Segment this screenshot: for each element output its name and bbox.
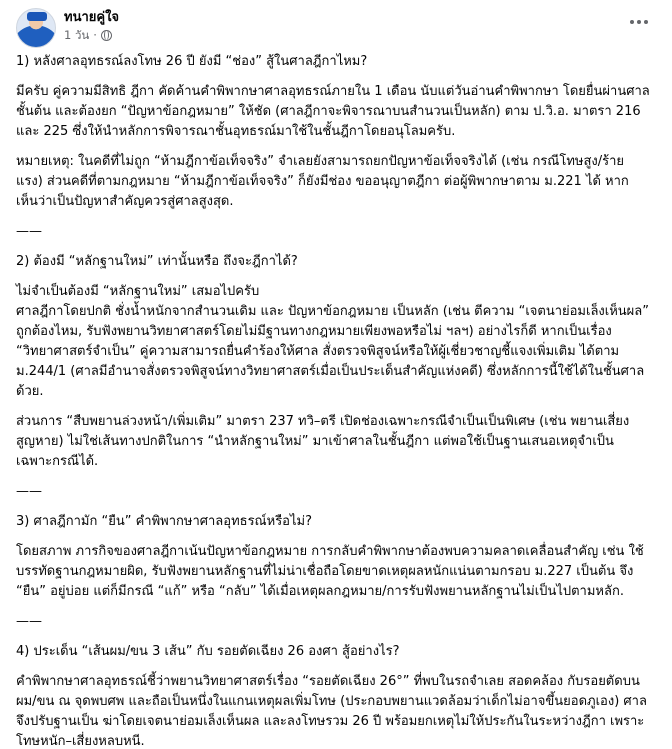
section-divider: —— [16, 224, 42, 239]
paragraph: หมายเหตุ: ในคดีที่ไม่ถูก “ห้ามฎีกาข้อเท็จจริง” จำเลยยังสามารถยกปัญหาข้อเท็จจริงได้ (เช่น กรณีโทษสูง/ร้ายแรง) ส่วนคดีที่ตามกฎหมาย “ห้ามฎีกาข้อเท็จจริง” ก็ยังมีช่อง ขออนุญาตฎีกา ต่อผู้พิพากษาตาม ม.221 ได้ หากเห็นว่าเป็นปัญหาสำคัญควรสู่ศาลสูงสุด. [16, 154, 629, 209]
more-dot-icon [637, 20, 641, 24]
author-name[interactable]: ทนายคู่ใจ [64, 10, 120, 25]
question-heading: 2) ต้องมี “หลักฐานใหม่” เท่านั้นหรือ ถึงจะฎีกาได้? [16, 254, 298, 269]
section-divider: —— [16, 484, 42, 499]
post-meta [64, 27, 119, 43]
paragraph: ศาลฎีกาโดยปกติ ชั่งน้ำหนักจากสำนวนเดิม และ ปัญหาข้อกฎหมาย เป็นหลัก (เช่น ตีความ “เจตนาย่อมเล็งเห็นผล” ถูกต้องไหม, รับฟังพยานวิทยาศาสตร์โดยไม่มีฐานทางกฎหมายเพียงพอหรือไม่ ฯลฯ) อย่างไรก็ดี หากเป็นเรื่อง “วิทยาศาสตร์จำเป็น” คู่ความสามารถยื่นคำร้องให้ศาล สั่งตรวจพิสูจน์หรือให้ผู้เชี่ยวชาญชี้แจงเพิ่มเติม ได้ตาม ม.244/1 (ศาลมีอำนาจสั่งตรวจพิสูจน์ทางวิทยาศาสตร์เมื่อเป็นประเด็นสำคัญแห่งคดี) ซึ่งหลักการนี้ใช้ได้ในชั้นศาลด้วย. [16, 304, 649, 399]
question-heading: 3) ศาลฎีกามัก “ยืน” คำพิพากษาศาลอุทธรณ์หรือไม่? [16, 514, 312, 529]
paragraph: ไม่จำเป็นต้องมี “หลักฐานใหม่” เสมอไปครับ [16, 284, 260, 299]
question-heading: 4) ประเด็น “เส้นผม/ขน 3 เส้น” กับ รอยตัดเฉียง 26 องศา สู้อย่างไร? [16, 644, 400, 659]
more-dot-icon [630, 20, 634, 24]
author-block [64, 9, 119, 43]
paragraph: โดยสภาพ ภารกิจของศาลฎีกาเน้นปัญหาข้อกฎหมาย การกลับคำพิพากษาต้องพบความคลาดเคลื่อนสำคัญ เช่น ใช้บรรทัดฐานกฎหมายผิด, รับฟังพยานหลักฐานที่ไม่น่าเชื่อถือโดยขาดเหตุผลหนักแน่นตามกรอบ ม.227 เป็นต้น จึง “ยืน” อยู่บ่อย แต่ก็มีกรณี “แก้” หรือ “กลับ” ได้เมื่อเหตุผลกฎหมาย/การรับฟังพยานหลักฐานไม่เป็นไปตามหลัก. [16, 544, 644, 599]
post-content [16, 52, 656, 749]
more-options-button[interactable] [626, 12, 652, 32]
meta-separator: · [93, 28, 97, 42]
more-dot-icon [644, 20, 648, 24]
avatar-badge-icon [27, 12, 47, 21]
paragraph: ส่วนการ “สืบพยานล่วงหน้า/เพิ่มเติม” มาตรา 237 ทวิ–ตรี เปิดช่องเฉพาะกรณีจำเป็นเป็นพิเศษ (เช่น พยานเสี่ยงสูญหาย) ไม่ใช่เส้นทางปกติในการ “นำหลักฐานใหม่” มาเข้าศาลในชั้นฎีกา แต่พอใช้เป็นฐานเสนอเหตุจำเป็นเฉพาะกรณีได้. [16, 414, 630, 469]
author-avatar[interactable] [16, 8, 56, 48]
globe-icon [101, 30, 112, 41]
paragraph: คำพิพากษาศาลอุทธรณ์ชี้ว่าพยานวิทยาศาสตร์เรื่อง “รอยตัดเฉียง 26°” ที่พบในรถจำเลย สอดคล้อง กับรอยตัดบนผม/ขน ณ จุดพบศพ และถือเป็นหนึ่งในแกนเหตุผลเพิ่มโทษ (ประกอบพยานแวดล้อมว่าเด็กไม่อาจขึ้นยอดภูเอง) ศาลจึงปรับฐานเป็น ฆ่าโดยเจตนาย่อมเล็งเห็นผล และลงโทษรวม 26 ปี พร้อมยกเหตุไม่ให้ประกันในระหว่างฎีกา เพราะโทษหนัก–เสี่ยงหลบหนี. [16, 674, 647, 749]
post-header [16, 0, 656, 52]
question-heading: 1) หลังศาลอุทธรณ์ลงโทษ 26 ปี ยังมี “ช่อง” สู้ในศาลฎีกาไหม? [16, 54, 368, 69]
post-time[interactable]: 1 วัน [64, 28, 90, 42]
paragraph: มีครับ คู่ความมีสิทธิ ฎีกา คัดค้านคำพิพากษาศาลอุทธรณ์ภายใน 1 เดือน นับแต่วันอ่านคำพิพากษา โดยยื่นผ่านศาลชั้นต้น และต้องยก “ปัญหาข้อกฎหมาย” ให้ชัด (ศาลฎีกาจะพิจารณาบนสำนวนเป็นหลัก) ตาม ป.วิ.อ. มาตรา 216 และ 225 ซึ่งให้นำหลักการพิจารณาชั้นอุทธรณ์มาใช้ในชั้นฎีกาโดยอนุโลมครับ. [16, 84, 650, 139]
section-divider: —— [16, 614, 42, 629]
